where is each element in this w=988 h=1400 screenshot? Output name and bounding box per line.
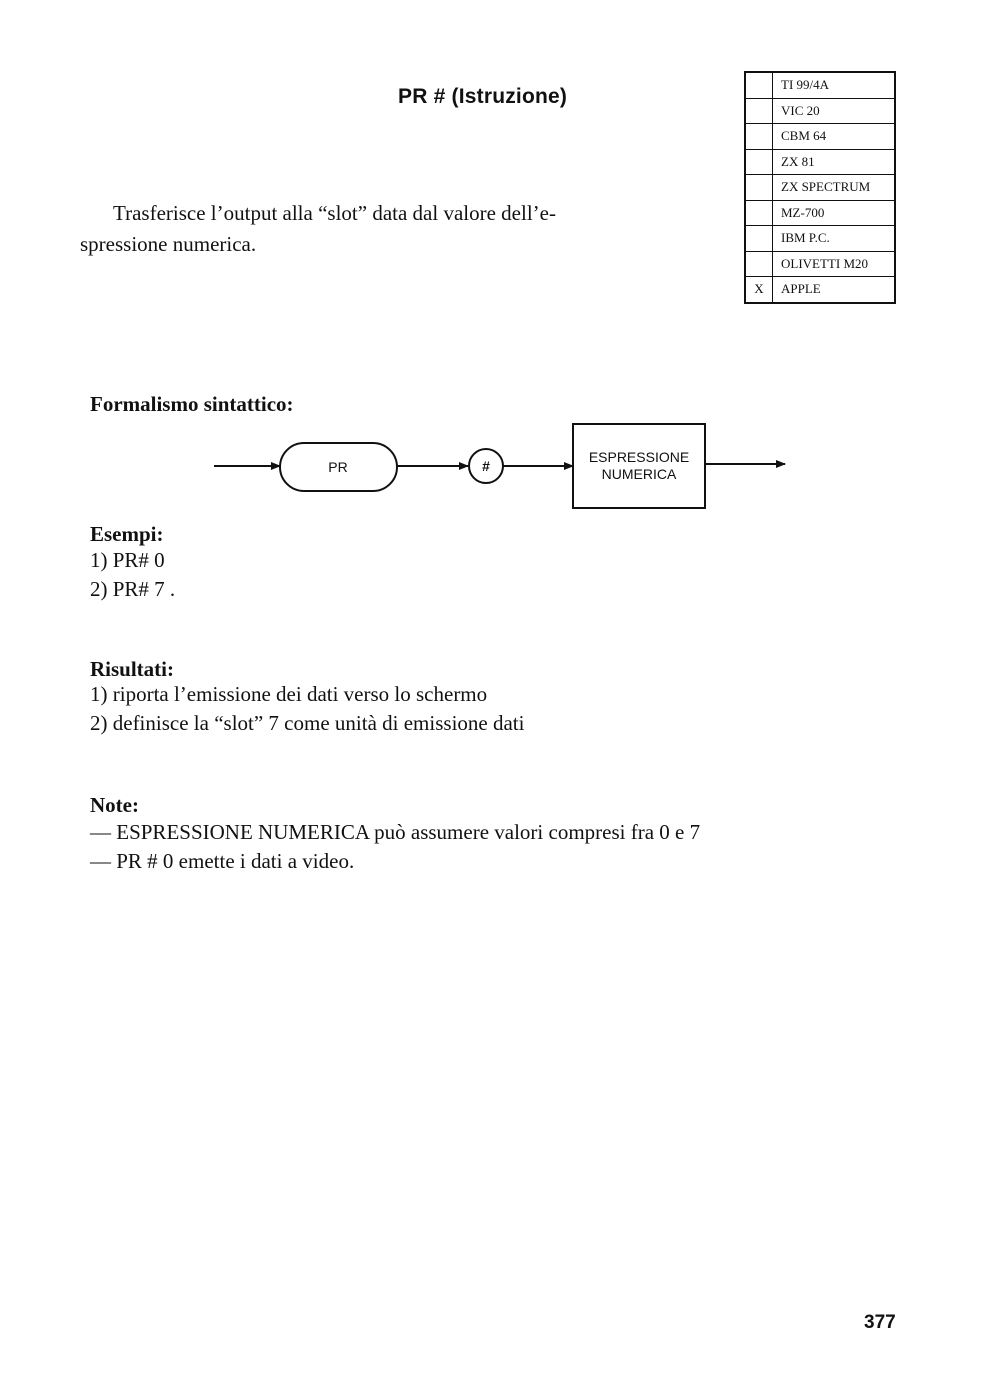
compat-name: TI 99/4A — [773, 72, 896, 98]
description-line: Trasferisce l’output alla “slot” data dal valore dell’e- — [113, 201, 556, 225]
compat-name: ZX SPECTRUM — [773, 175, 896, 201]
description — [80, 198, 680, 260]
results-heading: Risultati: — [90, 657, 174, 681]
symbol-label: # — [482, 458, 490, 474]
compat-name: MZ-700 — [773, 200, 896, 226]
notes-list — [90, 818, 700, 876]
compat-name: ZX 81 — [773, 149, 896, 175]
table-row — [745, 72, 895, 98]
compatibility-table — [744, 71, 896, 304]
compat-mark — [745, 149, 773, 175]
examples-list — [90, 546, 175, 604]
page-title: PR # (Istruzione) — [398, 85, 568, 108]
compat-mark — [745, 251, 773, 277]
compat-mark — [745, 200, 773, 226]
expression-label-line: ESPRESSIONE — [588, 449, 690, 465]
list-item: — PR # 0 emette i dati a video. — [90, 849, 355, 873]
table-row — [745, 277, 895, 303]
syntax-diagram — [200, 418, 800, 518]
page-number: 377 — [864, 1312, 896, 1333]
compat-name: IBM P.C. — [773, 226, 896, 252]
compat-name: OLIVETTI M20 — [773, 251, 896, 277]
table-row — [745, 251, 895, 277]
list-item: 2) definisce la “slot” 7 come unità di emissione dati — [90, 711, 525, 735]
table-row — [745, 226, 895, 252]
compat-mark — [745, 98, 773, 124]
compat-mark: X — [745, 277, 773, 303]
list-item: 2) PR# 7 . — [90, 577, 176, 601]
table-row — [745, 175, 895, 201]
keyword-label: PR — [328, 459, 348, 475]
results-list — [90, 680, 524, 738]
notes-heading: Note: — [90, 793, 139, 817]
compat-mark — [745, 72, 773, 98]
table-row — [745, 98, 895, 124]
compat-mark — [745, 124, 773, 150]
list-item: 1) PR# 0 — [90, 548, 165, 572]
compat-mark — [745, 226, 773, 252]
examples-heading: Esempi: — [90, 522, 164, 546]
syntax-heading: Formalismo sintattico: — [90, 392, 294, 416]
list-item: 1) riporta l’emissione dei dati verso lo schermo — [90, 682, 488, 706]
table-row — [745, 149, 895, 175]
description-line: spressione numerica. — [80, 232, 257, 256]
compat-name: VIC 20 — [773, 98, 896, 124]
expression-label-line: NUMERICA — [601, 466, 677, 482]
compat-mark — [745, 175, 773, 201]
compat-name: CBM 64 — [773, 124, 896, 150]
list-item: — ESPRESSIONE NUMERICA può assumere valori compresi fra 0 e 7 — [90, 820, 701, 844]
table-row — [745, 200, 895, 226]
compat-name: APPLE — [773, 277, 896, 303]
table-row — [745, 124, 895, 150]
